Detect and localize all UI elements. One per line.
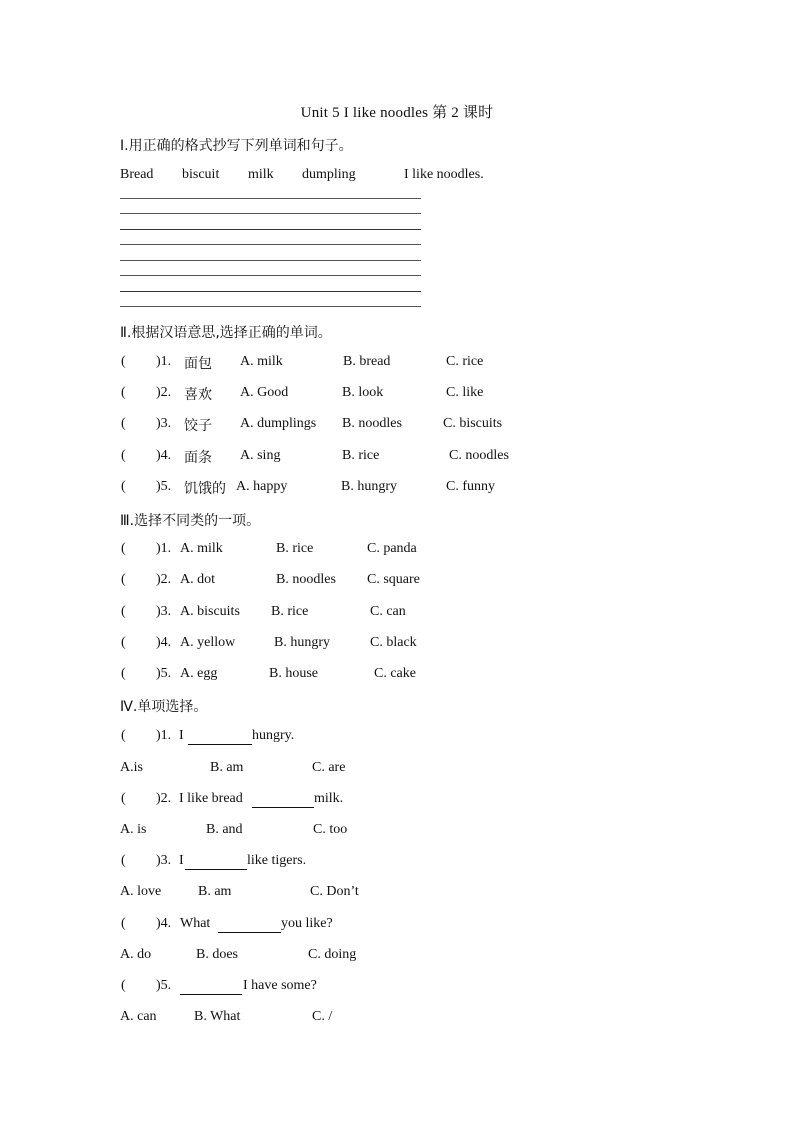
answer-paren: ( — [121, 916, 126, 931]
question-row — [0, 604, 794, 626]
option-c: C. biscuits — [443, 416, 503, 431]
question-number: )5. — [156, 978, 172, 993]
option-b: B. house — [269, 666, 318, 681]
option-a: A.is — [120, 760, 143, 775]
option-c: C. too — [313, 822, 348, 837]
option-a: A. dumplings — [240, 416, 317, 431]
option-a: A. yellow — [180, 635, 236, 650]
answer-paren: ( — [121, 354, 126, 369]
option-b: B. hungry — [274, 635, 330, 650]
option-b: B. look — [342, 385, 384, 400]
question-number: )2. — [156, 791, 172, 806]
page-title: Unit 5 I like noodles 第 2 课时 — [300, 105, 494, 121]
option-a: A. can — [120, 1009, 157, 1024]
option-c: C. noodles — [449, 448, 509, 463]
options-row — [0, 760, 794, 782]
option-c: C. rice — [446, 354, 484, 369]
options-row — [0, 884, 794, 906]
question-number: )2. — [156, 385, 172, 400]
question-row — [0, 479, 794, 501]
question-row — [0, 541, 794, 563]
answer-paren: ( — [121, 479, 126, 494]
option-b: B. rice — [271, 604, 309, 619]
option-c: C. / — [312, 1009, 333, 1024]
option-c: C. like — [446, 385, 484, 400]
question-stem-end: like tigers. — [247, 853, 307, 868]
chinese-word: 饥饿的 — [184, 481, 226, 497]
question-row — [0, 448, 794, 470]
answer-paren: ( — [121, 666, 126, 681]
option-b: B. bread — [343, 354, 391, 369]
question-stem-start: I like bread — [179, 791, 243, 806]
chinese-word: 面条 — [184, 450, 212, 466]
section1-word-list — [0, 167, 794, 189]
option-b: B. and — [206, 822, 243, 837]
option-b: B. am — [210, 760, 244, 775]
writing-line — [120, 291, 421, 292]
question-row — [0, 791, 794, 813]
answer-blank — [185, 855, 247, 870]
answer-paren: ( — [121, 572, 126, 587]
option-a: A. egg — [180, 666, 218, 681]
writing-line — [120, 306, 421, 307]
option-c: C. cake — [374, 666, 416, 681]
option-c: C. are — [312, 760, 346, 775]
question-row — [0, 916, 794, 938]
question-row — [0, 572, 794, 594]
option-c: C. square — [367, 572, 420, 587]
question-row — [0, 666, 794, 688]
question-row — [0, 385, 794, 407]
option-b: B. does — [196, 947, 238, 962]
writing-line — [120, 260, 421, 261]
option-a: A. love — [120, 884, 162, 899]
answer-paren: ( — [121, 385, 126, 400]
question-number: )5. — [156, 479, 172, 494]
option-c: C. can — [370, 604, 406, 619]
question-number: )3. — [156, 416, 172, 431]
word-milk: milk — [248, 167, 274, 182]
sentence-i-like-noodles: I like noodles. — [404, 167, 484, 182]
option-a: A. is — [120, 822, 147, 837]
option-b: B. noodles — [276, 572, 336, 587]
option-c: C. Don’t — [310, 884, 359, 899]
question-stem-end: I have some? — [243, 978, 317, 993]
word-bread: Bread — [120, 167, 154, 182]
option-a: A. milk — [180, 541, 223, 556]
answer-paren: ( — [121, 791, 126, 806]
option-b: B. am — [198, 884, 232, 899]
answer-paren: ( — [121, 635, 126, 650]
writing-line — [120, 198, 421, 199]
question-row — [0, 635, 794, 657]
question-number: )4. — [156, 448, 172, 463]
chinese-word: 喜欢 — [184, 387, 212, 403]
section3-heading: Ⅲ.选择不同类的一项。 — [120, 513, 261, 529]
option-c: C. doing — [308, 947, 357, 962]
question-stem-start: I — [179, 728, 184, 743]
options-row — [0, 947, 794, 969]
question-number: )5. — [156, 666, 172, 681]
option-a: A. biscuits — [180, 604, 240, 619]
question-stem-end: hungry. — [252, 728, 295, 743]
answer-paren: ( — [121, 728, 126, 743]
question-number: )3. — [156, 853, 172, 868]
section1-heading: Ⅰ.用正确的格式抄写下列单词和句子。 — [120, 138, 353, 154]
question-stem-start: What — [180, 916, 211, 931]
option-b: B. What — [194, 1009, 241, 1024]
option-a: A. happy — [236, 479, 288, 494]
word-biscuit: biscuit — [182, 167, 220, 182]
option-a: A. do — [120, 947, 152, 962]
question-number: )4. — [156, 635, 172, 650]
question-number: )1. — [156, 541, 172, 556]
option-b: B. hungry — [341, 479, 397, 494]
chinese-word: 饺子 — [184, 418, 212, 434]
option-b: B. rice — [342, 448, 380, 463]
option-b: B. rice — [276, 541, 314, 556]
options-row — [0, 822, 794, 844]
option-b: B. noodles — [342, 416, 402, 431]
question-number: )1. — [156, 728, 172, 743]
option-c: C. panda — [367, 541, 417, 556]
writing-line — [120, 213, 421, 214]
option-a: A. Good — [240, 385, 289, 400]
answer-paren: ( — [121, 978, 126, 993]
question-stem-end: you like? — [281, 916, 333, 931]
option-c: C. black — [370, 635, 417, 650]
word-dumpling: dumpling — [302, 167, 356, 182]
question-row — [0, 354, 794, 376]
question-number: )4. — [156, 916, 172, 931]
answer-blank — [180, 980, 242, 995]
option-a: A. sing — [240, 448, 281, 463]
question-row — [0, 978, 794, 1000]
question-number: )3. — [156, 604, 172, 619]
question-row — [0, 853, 794, 875]
section2-heading: Ⅱ.根据汉语意思,选择正确的单词。 — [120, 325, 332, 341]
answer-blank — [252, 793, 314, 808]
writing-line — [120, 275, 421, 276]
answer-paren: ( — [121, 541, 126, 556]
question-number: )1. — [156, 354, 172, 369]
answer-paren: ( — [121, 416, 126, 431]
writing-line — [120, 229, 421, 230]
answer-blank — [218, 918, 281, 933]
chinese-word: 面包 — [184, 356, 212, 372]
option-a: A. milk — [240, 354, 283, 369]
options-row — [0, 1009, 794, 1031]
option-a: A. dot — [180, 572, 215, 587]
answer-paren: ( — [121, 604, 126, 619]
question-row — [0, 728, 794, 750]
answer-paren: ( — [121, 853, 126, 868]
question-row — [0, 416, 794, 438]
question-stem-end: milk. — [314, 791, 344, 806]
writing-line — [120, 244, 421, 245]
section4-heading: Ⅳ.单项选择。 — [120, 699, 208, 715]
option-c: C. funny — [446, 479, 495, 494]
answer-paren: ( — [121, 448, 126, 463]
answer-blank — [188, 730, 252, 745]
question-stem-start: I — [179, 853, 184, 868]
question-number: )2. — [156, 572, 172, 587]
